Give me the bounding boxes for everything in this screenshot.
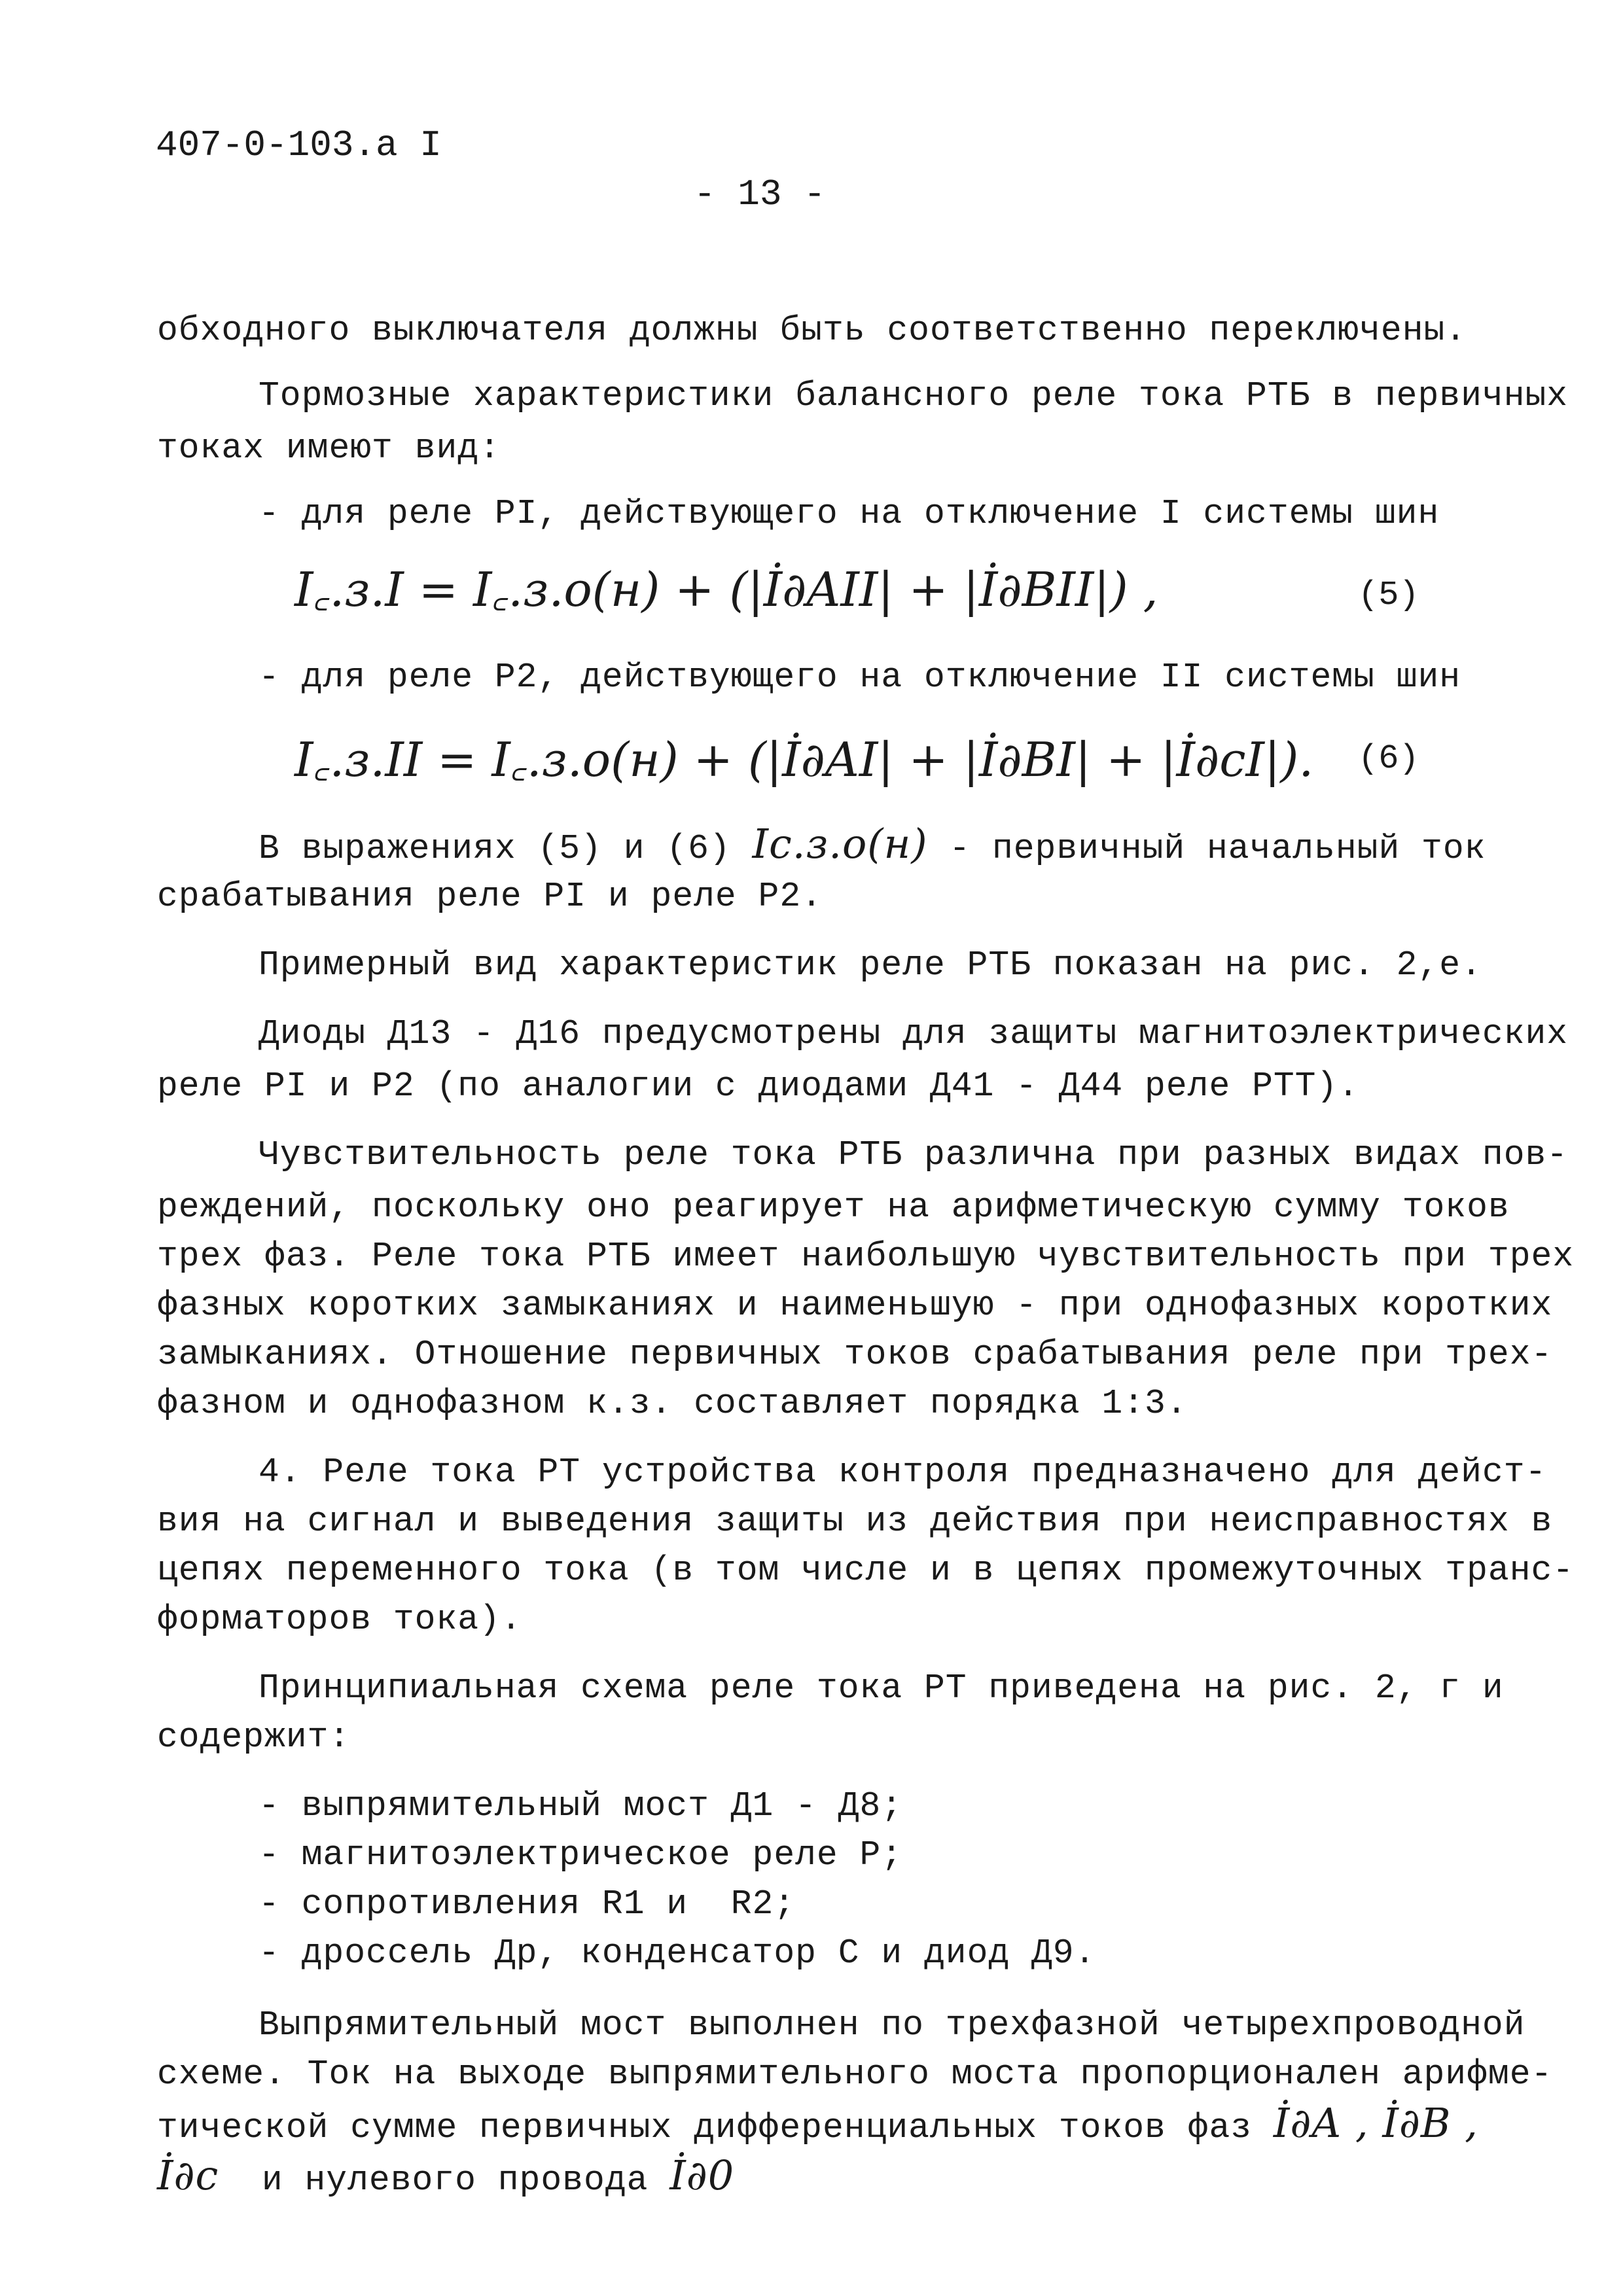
list-item: - выпрямительный мост Д1 - Д8; bbox=[259, 1786, 903, 1826]
text-line: содержит: bbox=[157, 1718, 351, 1757]
formula-number: (6) bbox=[1358, 739, 1419, 778]
text-line: форматоров тока). bbox=[157, 1600, 522, 1639]
formula-5 bbox=[294, 556, 1158, 620]
text-line: İ∂c и нулевого провода İ∂0 bbox=[157, 2151, 735, 2200]
text-line: Диоды Д13 - Д16 предусмотрены для защиты магнитоэлектрических bbox=[259, 1014, 1569, 1053]
page-number: - 13 - bbox=[694, 173, 826, 215]
text-line: реждений, поскольку оно реагирует на арифметическую сумму токов bbox=[157, 1188, 1510, 1227]
list-item: - сопротивления R1 и R2; bbox=[259, 1884, 796, 1924]
text-line: Принципиальная схема реле тока РТ приведена на рис. 2, г и bbox=[259, 1669, 1504, 1708]
text-line: обходного выключателя должны быть соответственно переключены. bbox=[157, 311, 1467, 350]
text-line: Примерный вид характеристик реле РТБ показан на рис. 2,е. bbox=[259, 945, 1482, 985]
text-line: реле PI и P2 (по аналогии с диодами Д41 - Д44 реле РТТ). bbox=[157, 1067, 1360, 1106]
text-line: цепях переменного тока (в том числе и в цепях промежуточных транс- bbox=[157, 1551, 1575, 1590]
list-item: - магнитоэлектрическое реле Р; bbox=[259, 1835, 903, 1875]
text-line: токах имеют вид: bbox=[157, 429, 501, 468]
inline-symbol: İ∂A , İ∂B , bbox=[1273, 2099, 1478, 2147]
text-line: Выпрямительный мост выполнен по трехфазной четырехпроводной bbox=[259, 2005, 1525, 2045]
formula-number: (5) bbox=[1358, 576, 1419, 614]
text-line: схеме. Ток на выходе выпрямительного моста пропорционален арифме- bbox=[157, 2055, 1553, 2094]
formula-5-text: I꜀.з.I = I꜀.з.о(н) + (|İ∂AII| + |İ∂BII|) , bbox=[294, 562, 1158, 617]
formula-6-text: I꜀.з.II = I꜀.з.о(н) + (|İ∂AI| + |İ∂BI| + |İ∂cI|). bbox=[294, 732, 1314, 787]
inline-symbol: İ∂c bbox=[157, 2151, 219, 2199]
text-line: срабатывания реле PI и реле P2. bbox=[157, 877, 823, 916]
inline-symbol: İ∂0 bbox=[669, 2151, 735, 2199]
text-line: Чувствительность реле тока РТБ различна при разных видах пов- bbox=[259, 1135, 1569, 1174]
text-line: - для реле P2, действующего на отключение II системы шин bbox=[259, 658, 1461, 697]
text-line: Тормозные характеристики балансного реле тока РТБ в первичных bbox=[259, 376, 1569, 415]
text-line: вия на сигнал и выведения защиты из действия при неисправностях в bbox=[157, 1502, 1553, 1541]
text-line: тической сумме первичных дифференциальных токов фаз İ∂A , İ∂B , bbox=[157, 2099, 1478, 2147]
text-line: 4. Реле тока РТ устройства контроля предназначено для дейст- bbox=[259, 1453, 1547, 1492]
formula-6 bbox=[294, 726, 1313, 790]
text-line: трех фаз. Реле тока РТБ имеет наибольшую чувствительность при трех bbox=[157, 1237, 1575, 1276]
text-line: замыканиях. Отношение первичных токов срабатывания реле при трех- bbox=[157, 1335, 1553, 1374]
text-line: фазных коротких замыканиях и наименьшую - при однофазных коротких bbox=[157, 1286, 1553, 1325]
list-item: - дроссель Др, конденсатор С и диод Д9. bbox=[259, 1934, 1096, 1973]
text-line: В выражениях (5) и (6) Iс.з.о(н) - первичный начальный ток bbox=[259, 820, 1486, 868]
text-line: фазном и однофазном к.з. составляет порядка 1:3. bbox=[157, 1384, 1188, 1423]
document-code: 407-0-103.а I bbox=[156, 124, 442, 166]
inline-symbol: Iс.з.о(н) bbox=[752, 820, 928, 868]
text-line: - для реле PI, действующего на отключение I системы шин bbox=[259, 494, 1440, 533]
